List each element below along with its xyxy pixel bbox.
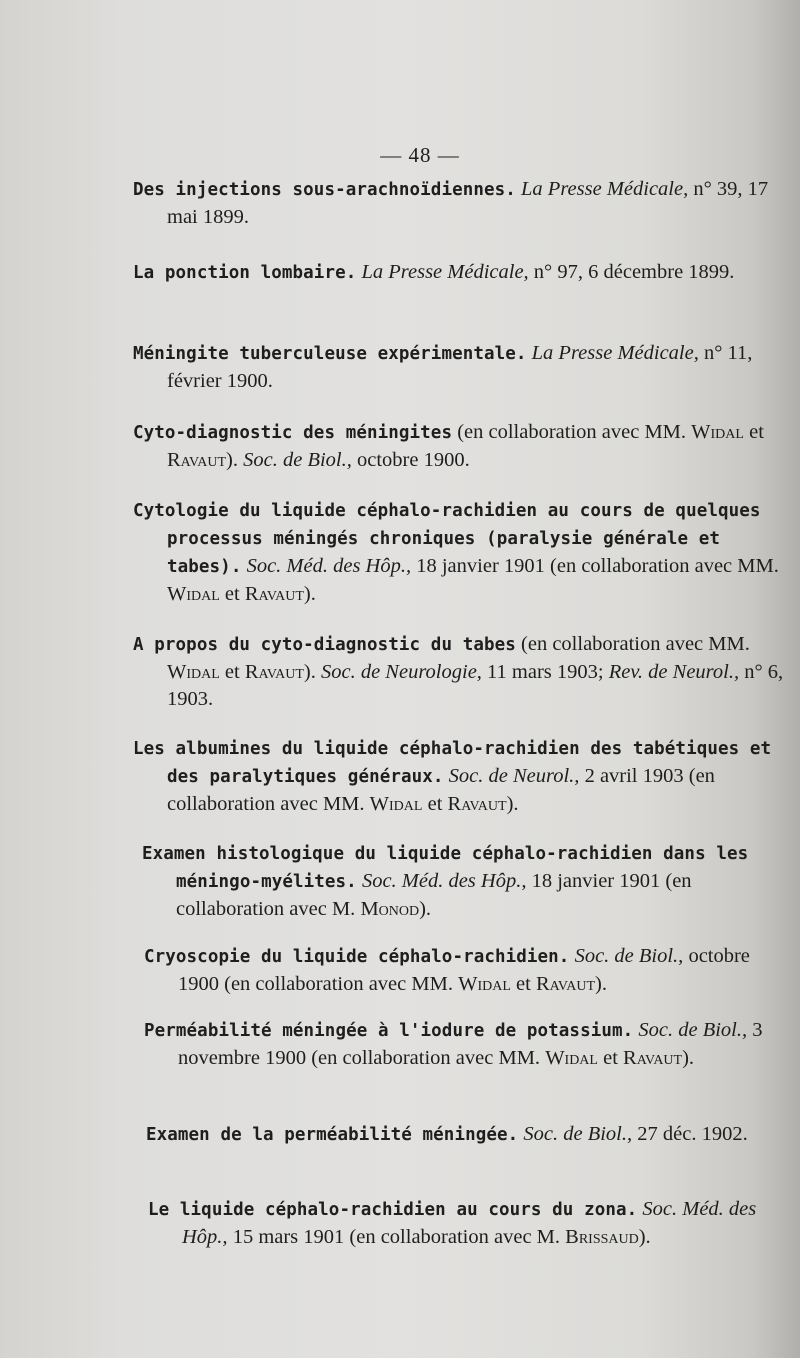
entry-title: Perméabilité méningée à l'iodure de potassium.	[144, 1021, 634, 1041]
bibliography-entry	[142, 840, 788, 923]
entry-journal: La Presse Médicale,	[521, 178, 689, 200]
entry-author: Ravaut).	[167, 449, 239, 471]
entry-journal: Soc. Méd. des Hôp.,	[361, 870, 527, 892]
entry-title: Examen histologique du liquide céphalo-rachidien dans les méningo-myélites.	[142, 844, 749, 892]
entry-details: octobre 1900 (en collaboration avec MM.	[178, 945, 750, 995]
entry-details: n° 11, février 1900.	[167, 342, 753, 392]
entry-details: 11 mars 1903;	[487, 661, 604, 683]
entry-title: Le liquide céphalo-rachidien au cours du zona.	[148, 1200, 638, 1220]
entry-author: Ravaut).	[623, 1047, 695, 1069]
bibliography-entry	[133, 340, 785, 395]
bibliography-entry	[133, 419, 785, 474]
entry-conjunction: et	[749, 421, 764, 443]
entry-journal: Soc. de Biol.,	[638, 1019, 748, 1041]
entry-journal: Soc. de Neurologie,	[320, 661, 482, 683]
entry-details: 18 janvier 1901 (en collaboration avec MM.	[416, 555, 779, 577]
entry-journal: Soc. Méd. des Hôp.,	[182, 1198, 757, 1248]
entry-details: 3 novembre 1900 (en collaboration avec MM.	[178, 1019, 763, 1069]
entry-conjunction: et	[427, 793, 443, 815]
entry-author: Widal	[167, 661, 220, 683]
entry-details: octobre 1900.	[357, 449, 470, 471]
entry-title: Examen de la perméabilité méningée.	[146, 1125, 519, 1145]
entry-journal: Rev. de Neurol.,	[608, 661, 740, 683]
entry-journal: Soc. Méd. des Hôp.,	[246, 555, 412, 577]
entry-details: n° 97, 6 décembre 1899.	[533, 261, 735, 283]
entry-author: Brissaud).	[565, 1226, 651, 1248]
bibliography-entry	[133, 176, 785, 231]
bibliography-entry	[148, 1196, 796, 1251]
entry-details: 18 janvier 1901 (en collaboration avec M.	[176, 870, 692, 920]
entry-conjunction: et	[224, 661, 240, 683]
entry-title: A propos du cyto-diagnostic du tabes	[133, 635, 516, 655]
entry-collaboration: (en collaboration avec MM.	[521, 633, 750, 655]
entry-title: Cyto-diagnostic des méningites	[133, 423, 453, 443]
entry-details: n° 39, 17 mai 1899.	[167, 178, 769, 228]
entry-details: n° 6, 1903.	[167, 661, 784, 710]
entry-collaboration: (en collaboration avec MM.	[457, 421, 687, 443]
entry-details: 2 avril 1903 (en collaboration avec MM.	[167, 765, 715, 815]
entry-journal: Soc. de Biol.,	[523, 1123, 633, 1145]
entry-journal: La Presse Médicale,	[361, 261, 529, 283]
entry-author: Widal	[545, 1047, 598, 1069]
entry-conjunction: et	[224, 583, 240, 605]
entry-author: Widal	[691, 421, 744, 443]
entry-title: Cytologie du liquide céphalo-rachidien au cours de quelques processus méningés chroniques (paralysie générale et tabes).	[133, 501, 761, 577]
bibliography-entry	[144, 943, 790, 998]
entry-journal: Soc. de Neurol.,	[448, 765, 580, 787]
bibliography-entry	[133, 735, 785, 818]
entry-conjunction: et	[603, 1047, 618, 1069]
entry-author: Widal	[458, 973, 511, 995]
entry-author: Widal	[167, 583, 220, 605]
entry-title: Des injections sous-arachnoïdiennes.	[133, 180, 516, 200]
entry-journal: Soc. de Biol.,	[574, 945, 684, 967]
page-number: — 48 —	[380, 143, 460, 167]
entry-conjunction: et	[516, 973, 531, 995]
entry-title: Les albumines du liquide céphalo-rachidien des tabétiques et des paralytiques généraux.	[133, 739, 772, 787]
entry-title: La ponction lombaire.	[133, 263, 357, 283]
entry-journal: Soc. de Biol.,	[243, 449, 352, 471]
entry-author: Ravaut).	[447, 793, 519, 815]
bibliography-entry	[144, 1017, 792, 1072]
entry-title: Cryoscopie du liquide céphalo-rachidien.	[144, 947, 570, 967]
entry-details: 15 mars 1901 (en collaboration avec M.	[232, 1226, 561, 1248]
bibliography-entry	[133, 259, 785, 287]
entry-author: Ravaut).	[535, 973, 607, 995]
entry-title: Méningite tuberculeuse expérimentale.	[133, 344, 527, 364]
entry-author: Widal	[369, 793, 423, 815]
entry-details: 27 déc. 1902.	[637, 1123, 748, 1145]
entry-author: Monod).	[360, 898, 432, 920]
bibliography-entry	[133, 497, 785, 608]
entry-author: Ravaut).	[244, 583, 316, 605]
entry-author: Ravaut).	[244, 661, 316, 683]
entry-journal: La Presse Médicale,	[531, 342, 699, 364]
bibliography-entry	[146, 1121, 792, 1149]
bibliography-entry	[133, 631, 785, 713]
